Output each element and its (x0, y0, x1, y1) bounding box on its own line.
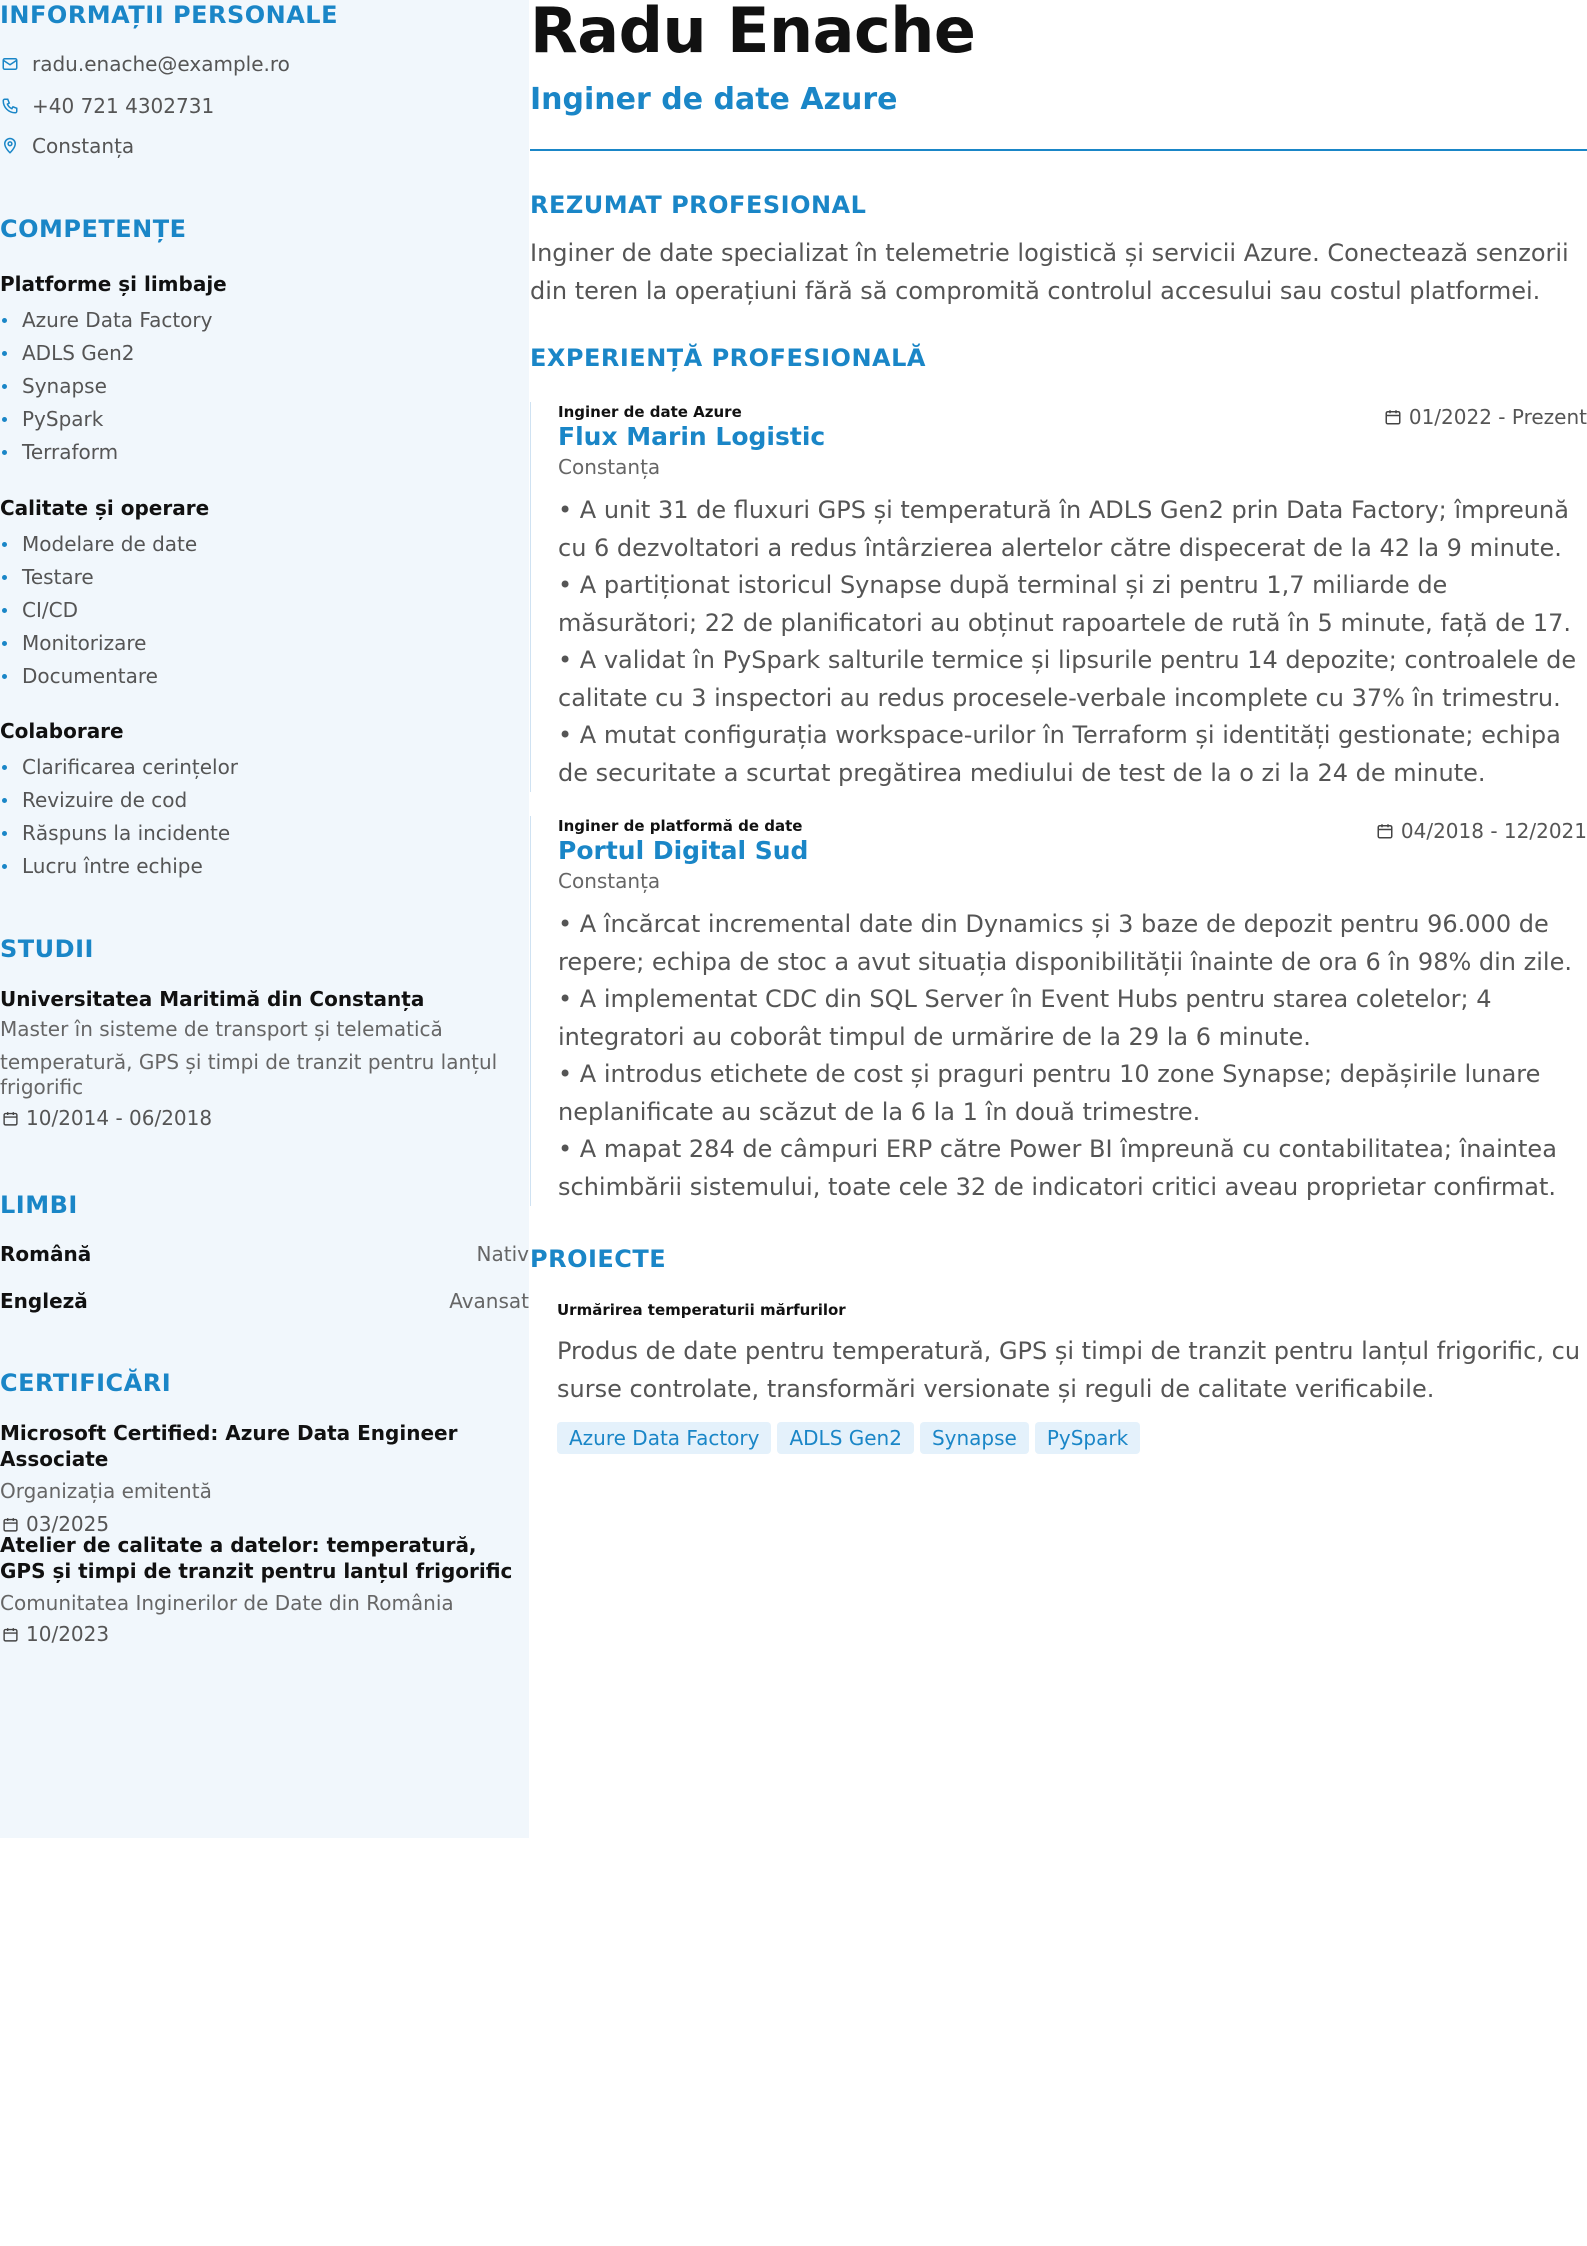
experience-bullets (558, 492, 1587, 792)
skills-title: COMPETENȚE (0, 215, 187, 243)
education-period (0, 1104, 515, 1132)
project-tag: PySpark (1035, 1422, 1140, 1454)
language-level: Avansat (449, 1289, 529, 1313)
project-tag: ADLS Gen2 (777, 1422, 913, 1454)
education-school: Universitatea Maritimă din Constanța (0, 987, 425, 1011)
certification-name: Microsoft Certified: Azure Data Engineer Associate (0, 1421, 458, 1471)
skill-item: Modelare de date (0, 528, 209, 561)
location-text: Constanța (32, 134, 135, 158)
skill-item: CI/CD (0, 594, 209, 627)
email-text: radu.enache@example.ro (32, 52, 290, 76)
calendar-icon (0, 1624, 20, 1644)
experience-bullet: • A partiționat istoricul Synapse după terminal și zi pentru 1,7 miliarde de măsurători; 22 de planificatori au obținut rapoartele de rută în 5 minute, față de 17. (558, 571, 1572, 637)
skill-item: Testare (0, 561, 209, 594)
language-name: Română (0, 1242, 92, 1266)
experience-company: Flux Marin Logistic (558, 422, 826, 451)
project-tag: Synapse (920, 1422, 1029, 1454)
calendar-icon (1375, 821, 1395, 841)
skill-item: Documentare (0, 660, 209, 693)
skill-group (0, 494, 209, 693)
experience-role: Inginer de date Azure (558, 403, 742, 421)
experience-title: EXPERIENȚĂ PROFESIONALĂ (530, 344, 926, 372)
phone-icon (0, 96, 20, 116)
project-tag: Azure Data Factory (557, 1422, 771, 1454)
skill-item: Monitorizare (0, 627, 209, 660)
contact-phone[interactable] (0, 90, 214, 122)
project-entry (530, 1300, 1587, 1460)
skill-group-title: Calitate și operare (0, 496, 210, 520)
education-entry (0, 986, 515, 1132)
education-thesis: temperatură, GPS și timpi de tranzit pentru lanțul frigorific (0, 1050, 498, 1099)
certification-date (0, 1620, 515, 1648)
contact-location (0, 130, 134, 162)
mail-icon (0, 54, 20, 74)
skill-group-title: Colaborare (0, 719, 124, 743)
languages-title: LIMBI (0, 1191, 78, 1219)
experience-period-text: 04/2018 - 12/2021 (1400, 819, 1587, 843)
project-title: Urmărirea temperaturii mărfurilor (557, 1301, 846, 1319)
experience-bullet: • A validat în PySpark salturile termice și lipsurile pentru 14 depozite; controalele de calitate cu 3 inspectori au redus procesele-verbale incomplete cu 37% în trimestru. (558, 646, 1577, 712)
experience-bullets (558, 906, 1587, 1206)
header-divider (530, 149, 1587, 151)
skill-item: PySpark (0, 403, 227, 436)
experience-entry (530, 816, 1587, 1206)
experience-location: Constanța (558, 869, 661, 893)
contact-email[interactable] (0, 48, 290, 80)
skill-item: ADLS Gen2 (0, 337, 227, 370)
candidate-name: Radu Enache (530, 0, 976, 67)
candidate-title: Inginer de date Azure (530, 82, 898, 117)
project-tags (557, 1422, 1587, 1454)
map-pin-icon (0, 136, 20, 156)
certification-issuer: Organizația emitentă (0, 1479, 212, 1503)
skill-group-title: Platforme și limbaje (0, 272, 227, 296)
calendar-icon (0, 1514, 20, 1534)
experience-role: Inginer de platformă de date (558, 817, 803, 835)
project-description: Produs de date pentru temperatură, GPS și timpi de tranzit pentru lanțul frigorific, cu surse controlate, transformări versionate și reguli de calitate verificabile. (557, 1337, 1581, 1403)
certifications-title: CERTIFICĂRI (0, 1369, 172, 1397)
experience-period (1383, 402, 1587, 432)
personal-info-title: INFORMAȚII PERSONALE (0, 1, 338, 29)
calendar-icon (0, 1108, 20, 1128)
summary-text: Inginer de date specializat în telemetrie logistică și servicii Azure. Conectează senzorii din teren la operațiuni fără să compromită controlul accesului sau costul platformei. (530, 239, 1569, 305)
language-name: Engleză (0, 1289, 88, 1313)
experience-location: Constanța (558, 455, 661, 479)
certification-entry (0, 1532, 515, 1648)
skill-item: Revizuire de cod (0, 784, 238, 817)
certification-issuer: Comunitatea Inginerilor de Date din România (0, 1591, 454, 1615)
projects-title: PROIECTE (530, 1245, 667, 1273)
language-row (0, 1239, 529, 1269)
education-title: STUDII (0, 935, 94, 963)
experience-bullet: • A introdus etichete de cost și praguri pentru 10 zone Synapse; depășirile lunare neplanificate au scăzut de la 6 la 1 în două trimestre. (558, 1060, 1541, 1126)
skill-group (0, 270, 227, 469)
experience-bullet: • A mutat configurația workspace-urilor în Terraform și identități gestionate; echipa de securitate a scurtat pregătirea mediului de test de la o zi la 24 de minute. (558, 721, 1561, 787)
experience-entry (530, 402, 1587, 792)
experience-period (1375, 816, 1587, 846)
language-row (0, 1286, 529, 1316)
summary-title: REZUMAT PROFESIONAL (530, 191, 867, 219)
skill-item: Răspuns la incidente (0, 817, 238, 850)
experience-bullet: • A mapat 284 de câmpuri ERP către Power BI împreună cu contabilitatea; înaintea schimbării sistemului, toate cele 32 de indicatori critici aveau proprietar confirmat. (558, 1135, 1557, 1201)
experience-bullet: • A unit 31 de fluxuri GPS și temperatură în ADLS Gen2 prin Data Factory; împreună cu 6 dezvoltatori a redus întârzierea alertelor către dispecerat de la 42 la 9 minute. (558, 496, 1569, 562)
skill-group (0, 717, 238, 883)
skill-item: Lucru între echipe (0, 850, 238, 883)
language-level: Nativ (476, 1242, 529, 1266)
skill-item: Clarificarea cerințelor (0, 751, 238, 784)
calendar-icon (1383, 407, 1403, 427)
certification-entry (0, 1420, 515, 1538)
certification-date-text: 03/2025 (26, 1512, 110, 1536)
sidebar (0, 0, 529, 1838)
experience-bullet: • A încărcat incremental date din Dynamics și 3 baze de depozit pentru 96.000 de repere; echipa de stoc a avut situația disponibilității înainte de ora 6 în 98% din zile. (558, 910, 1572, 976)
education-degree: Master în sisteme de transport și telematică (0, 1017, 443, 1041)
experience-company: Portul Digital Sud (558, 836, 809, 865)
education-period-text: 10/2014 - 06/2018 (26, 1106, 213, 1130)
certification-name: Atelier de calitate a datelor: temperatură, GPS și timpi de tranzit pentru lanțul frigorific (0, 1533, 513, 1583)
skill-item: Terraform (0, 436, 227, 469)
skill-item: Synapse (0, 370, 227, 403)
skill-item: Azure Data Factory (0, 304, 227, 337)
experience-period-text: 01/2022 - Prezent (1408, 405, 1587, 429)
certification-date-text: 10/2023 (26, 1622, 110, 1646)
phone-text: +40 721 4302731 (32, 94, 215, 118)
experience-bullet: • A implementat CDC din SQL Server în Event Hubs pentru starea coletelor; 4 integratori au coborât timpul de urmărire de la 29 la 6 minute. (558, 985, 1492, 1051)
